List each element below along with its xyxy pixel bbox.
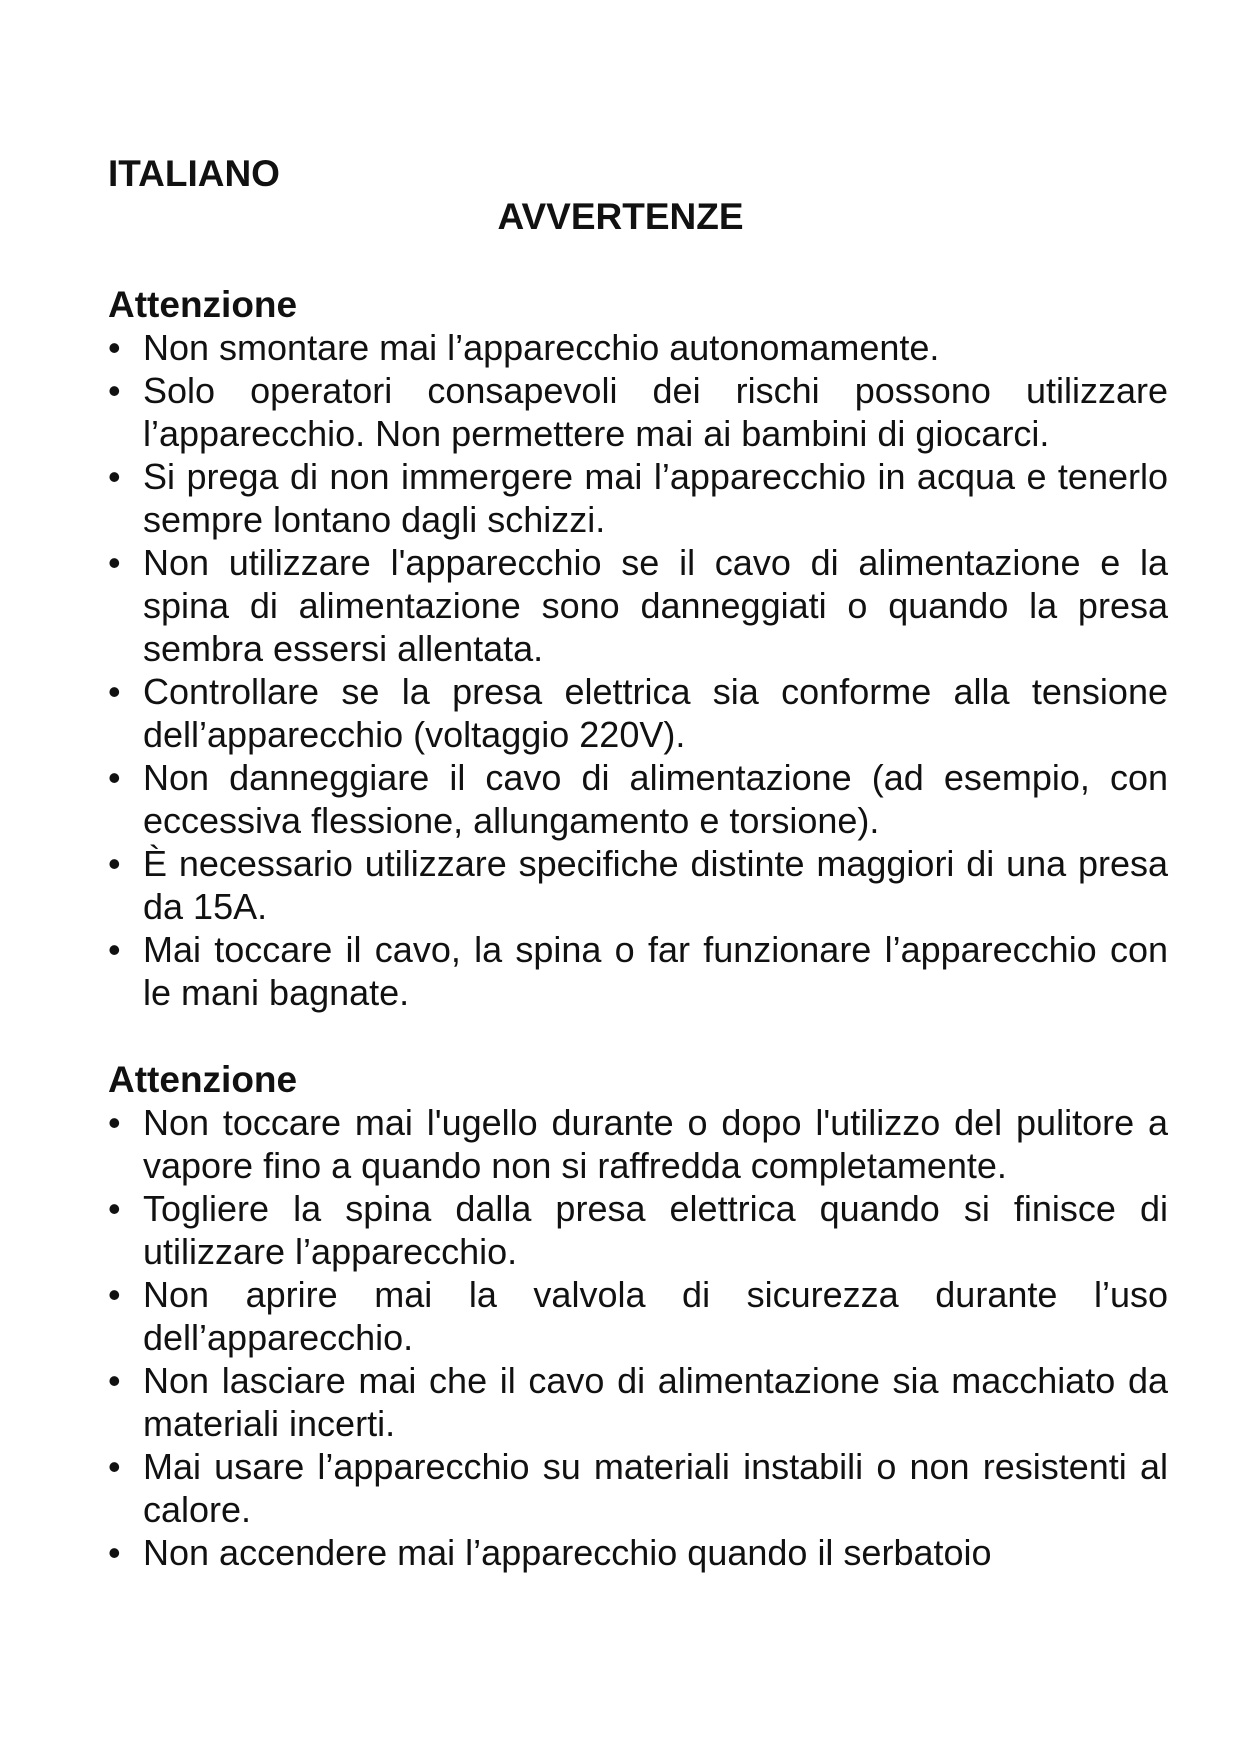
list-item-text: Si prega di non immergere mai l’apparecchio in acqua e tenerlo sempre lontano dagli schizzi. xyxy=(143,456,1168,540)
warning-list xyxy=(108,1101,1168,1574)
list-item-text: Mai usare l’apparecchio su materiali instabili o non resistenti al calore. xyxy=(143,1446,1168,1530)
list-item-text: Non accendere mai l’apparecchio quando il serbatoio xyxy=(143,1532,992,1573)
list-item xyxy=(108,1531,1168,1574)
list-item xyxy=(108,1445,1168,1531)
list-item xyxy=(108,455,1168,541)
list-item xyxy=(108,1101,1168,1187)
list-item-text: Non smontare mai l’apparecchio autonomamente. xyxy=(143,327,940,368)
bullet-icon: • xyxy=(108,1274,121,1315)
language-label: ITALIANO xyxy=(108,153,280,194)
bullet-icon: • xyxy=(108,370,121,411)
list-item-text: È necessario utilizzare specifiche distinte maggiori di una presa da 15A. xyxy=(143,843,1168,927)
warning-section-2 xyxy=(108,1058,1168,1574)
list-item xyxy=(108,1359,1168,1445)
list-item-text: Non lasciare mai che il cavo di alimentazione sia macchiato da materiali incerti. xyxy=(143,1360,1168,1444)
list-item-text: Non utilizzare l'apparecchio se il cavo di alimentazione e la spina di alimentazione sono danneggiati o quando la presa sembra essersi allentata. xyxy=(143,542,1168,669)
list-item-text: Non danneggiare il cavo di alimentazione (ad esempio, con eccessiva flessione, allungamento e torsione). xyxy=(143,757,1168,841)
list-item xyxy=(108,756,1168,842)
list-item xyxy=(108,670,1168,756)
list-item xyxy=(108,541,1168,670)
bullet-icon: • xyxy=(108,1532,121,1573)
bullet-icon: • xyxy=(108,542,121,583)
bullet-icon: • xyxy=(108,1446,121,1487)
list-item xyxy=(108,326,1168,369)
bullet-icon: • xyxy=(108,327,121,368)
list-item xyxy=(108,369,1168,455)
warning-section-1 xyxy=(108,283,1168,1014)
list-item xyxy=(108,842,1168,928)
list-item-text: Solo operatori consapevoli dei rischi possono utilizzare l’apparecchio. Non permettere mai ai bambini di giocarci. xyxy=(143,370,1168,454)
bullet-icon: • xyxy=(108,456,121,497)
bullet-icon: • xyxy=(108,1360,121,1401)
list-item-text: Mai toccare il cavo, la spina o far funzionare l’apparecchio con le mani bagnate. xyxy=(143,929,1168,1013)
bullet-icon: • xyxy=(108,929,121,970)
list-item xyxy=(108,1273,1168,1359)
bullet-icon: • xyxy=(108,1188,121,1229)
section-heading: Attenzione xyxy=(108,1059,298,1100)
bullet-icon: • xyxy=(108,671,121,712)
warning-list xyxy=(108,326,1168,1014)
list-item-text: Controllare se la presa elettrica sia conforme alla tensione dell’apparecchio (voltaggio 220V). xyxy=(143,671,1168,755)
list-item-text: Togliere la spina dalla presa elettrica quando si finisce di utilizzare l’apparecchio. xyxy=(143,1188,1168,1272)
list-item-text: Non aprire mai la valvola di sicurezza durante l’uso dell’apparecchio. xyxy=(143,1274,1168,1358)
list-item xyxy=(108,1187,1168,1273)
section-heading: Attenzione xyxy=(108,284,298,325)
list-item xyxy=(108,928,1168,1014)
page-title: AVVERTENZE xyxy=(497,196,744,237)
bullet-icon: • xyxy=(108,757,121,798)
list-item-text: Non toccare mai l'ugello durante o dopo l'utilizzo del pulitore a vapore fino a quando non si raffredda completamente. xyxy=(143,1102,1168,1186)
bullet-icon: • xyxy=(108,1102,121,1143)
bullet-icon: • xyxy=(108,843,121,884)
